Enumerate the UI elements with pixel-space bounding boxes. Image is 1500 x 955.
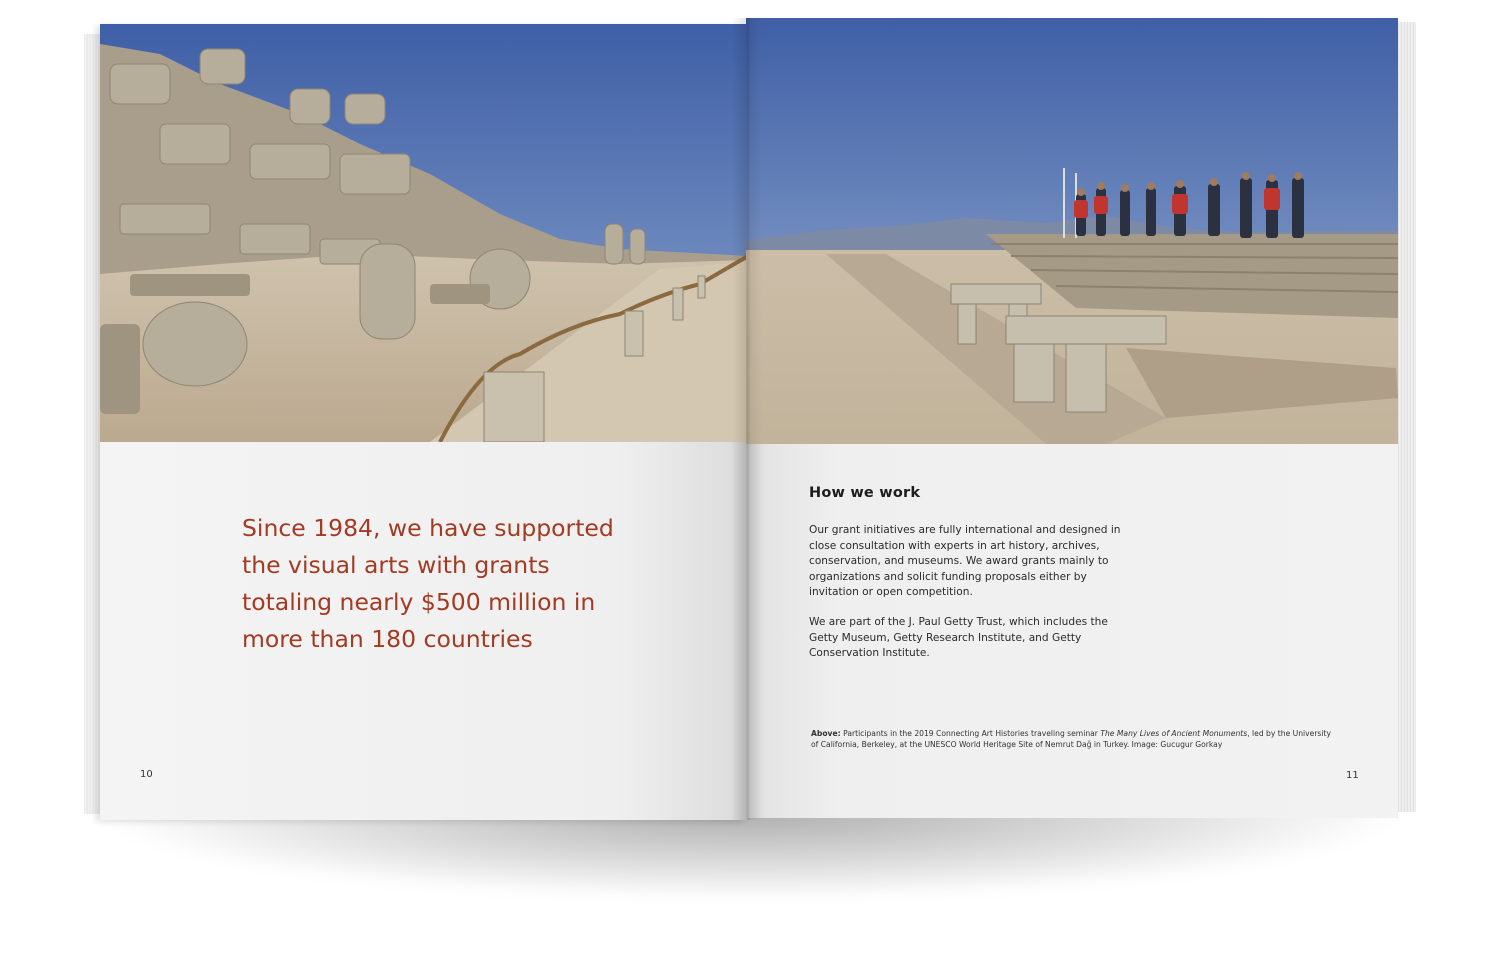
caption-italic-title: The Many Lives of Ancient Monuments [1100,729,1248,738]
right-page [746,18,1398,818]
page-number-right: 11 [1346,770,1359,781]
pull-quote: Since 1984, we have supported the visual arts with grants totaling nearly $500 million in more than 180 countries [242,514,614,653]
page-number-left: 10 [140,769,153,780]
nemrut-dag-participants-image [746,18,1398,444]
body-paragraph-1: Our grant initiatives are fully international and designed in close consultation with experts in art history, archives, conservation, and museums. We award grants mainly to organizations and solicit funding proposals either by invitation or open competition. [809,524,1121,599]
left-page-edges [84,34,100,814]
body-paragraph-2: We are part of the J. Paul Getty Trust, which includes the Getty Museum, Getty Research Institute, and Getty Conservation Institute. [809,616,1108,660]
left-page [100,24,748,820]
caption-text-before: Participants in the 2019 Connecting Art Histories traveling seminar [840,729,1101,738]
ruins-statue-heads-image [100,24,748,442]
caption-text-after: , led by the University of California, Berkeley, at the UNESCO World Heritage Site of Nemrut Dağ in Turkey. Image: Gucugur Gorkay [811,729,1331,749]
left-photo [100,24,748,442]
right-page-edges [1398,22,1416,812]
right-photo [746,18,1398,444]
photo-caption [811,728,1331,750]
section-heading: How we work [809,485,921,501]
caption-label: Above: [811,729,841,738]
